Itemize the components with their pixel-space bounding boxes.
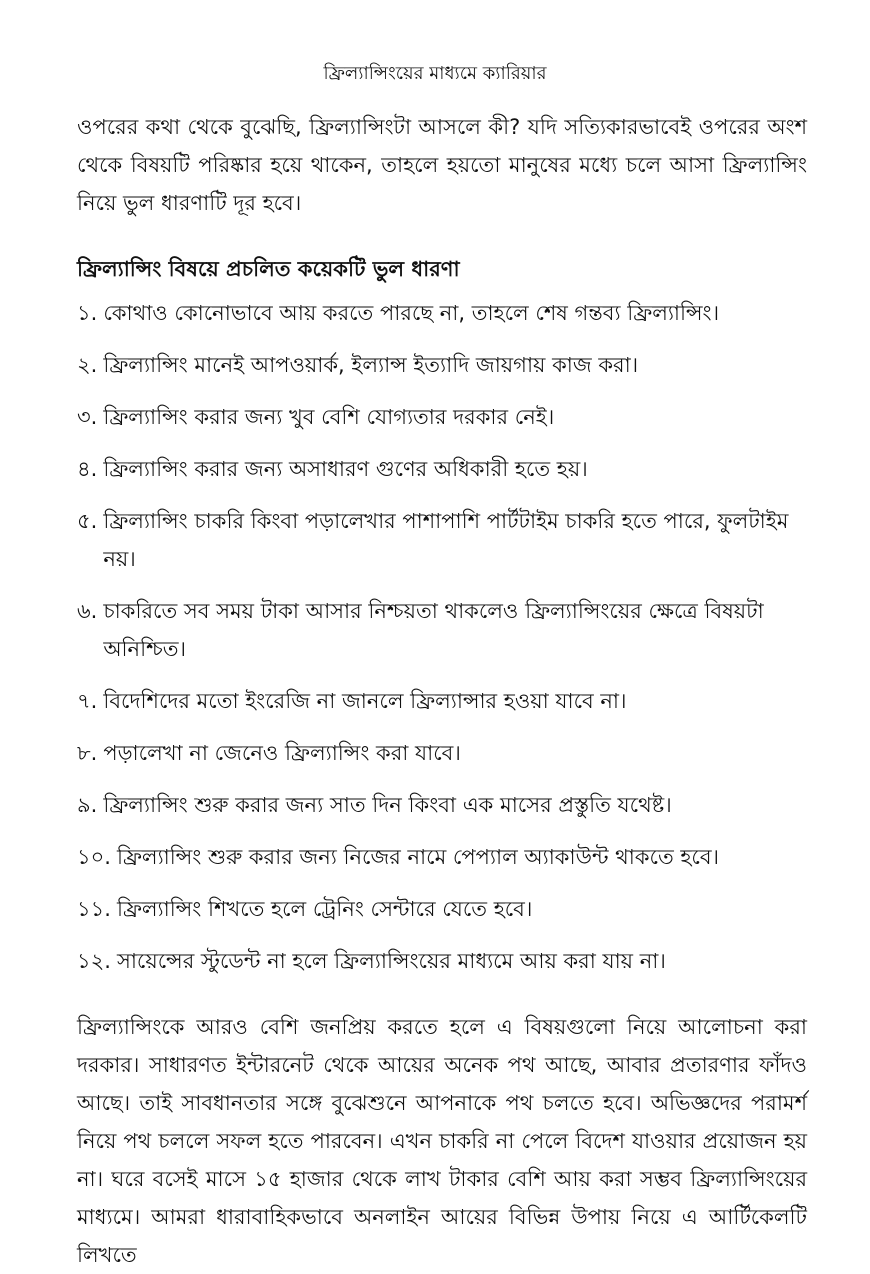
- list-item-number: ২.: [77, 353, 98, 377]
- list-item-text: ফ্রিল্যান্সিং করার জন্য খুব বেশি যোগ্যতার দরকার নেই।: [103, 405, 555, 429]
- list-item: [77, 294, 812, 332]
- list-item: [77, 734, 812, 772]
- list-item: [77, 398, 812, 436]
- misconception-list: [77, 294, 812, 994]
- list-item-text: সায়েন্সের স্টুডেন্ট না হলে ফ্রিল্যান্সিংয়ের মাধ্যমে আয় করা যায় না।: [116, 949, 666, 973]
- list-item: [77, 786, 812, 824]
- list-item-text: চাকরিতে সব সময় টাকা আসার নিশ্চয়তা থাকলেও ফ্রিল্যান্সিংয়ের ক্ষেত্রে বিষয়টা অনিশ্চিত।: [103, 599, 764, 661]
- section-heading: ফ্রিল্যান্সিং বিষয়ে প্রচলিত কয়েকটি ভুল ধারণা: [77, 257, 460, 281]
- list-item-number: ৫.: [77, 509, 98, 533]
- list-item-number: ১২.: [77, 949, 111, 973]
- list-item-text: কোথাও কোনোভাবে আয় করতে পারছে না, তাহলে শেষ গন্তব্য ফ্রিল্যান্সিং।: [103, 301, 720, 325]
- list-item: [77, 942, 812, 980]
- list-item-text: ফ্রিল্যান্সিং শুরু করার জন্য সাত দিন কিংবা এক মাসের প্রস্তুতি যথেষ্ট।: [103, 793, 672, 817]
- list-item-text: ফ্রিল্যান্সিং শুরু করার জন্য নিজের নামে পেপ্যাল অ্যাকাউন্ট থাকতে হবে।: [116, 845, 720, 869]
- list-item-text: বিদেশিদের মতো ইংরেজি না জানলে ফ্রিল্যান্সার হওয়া যাবে না।: [103, 689, 627, 713]
- list-item: [77, 346, 812, 384]
- intro-paragraph: ওপরের কথা থেকে বুঝেছি, ফ্রিল্যান্সিংটা আসলে কী? যদি সত্যিকারভাবেই ওপরের অংশ থেকে বিষয়টি পরিষ্কার হয়ে থাকেন, তাহলে হয়তো মানুষের মধ্যে চলে আসা ফ্রিল্যান্সিং নিয়ে ভুল ধারণাটি দূর হবে।: [77, 115, 807, 215]
- list-item: [77, 890, 812, 928]
- list-item-text: ফ্রিল্যান্সিং মানেই আপওয়ার্ক, ইল্যান্স ইত্যাদি জায়গায় কাজ করা।: [103, 353, 639, 377]
- list-item-number: ৪.: [77, 457, 98, 481]
- list-item-number: ৬.: [77, 599, 98, 623]
- list-item-number: ১.: [77, 301, 98, 325]
- list-item-number: ১১.: [77, 897, 111, 921]
- list-item-text: ফ্রিল্যান্সিং করার জন্য অসাধারণ গুণের অধিকারী হতে হয়।: [103, 457, 588, 481]
- list-item-text: ফ্রিল্যান্সিং শিখতে হলে ট্রেনিং সেন্টারে যেতে হবে।: [116, 897, 533, 921]
- list-item: [77, 502, 812, 578]
- list-item-number: ৩.: [77, 405, 98, 429]
- list-item: [77, 592, 812, 668]
- list-item-number: ৮.: [77, 741, 98, 765]
- running-head: ফ্রিল্যান্সিংয়ের মাধ্যমে ক্যারিয়ার: [323, 63, 547, 84]
- list-item-number: ১০.: [77, 845, 111, 869]
- list-item: [77, 450, 812, 488]
- list-item-text: ফ্রিল্যান্সিং চাকরি কিংবা পড়ালেখার পাশাপাশি পার্টটাইম চাকরি হতে পারে, ফুলটাইম নয়।: [103, 509, 789, 571]
- list-item-text: পড়ালেখা না জেনেও ফ্রিল্যান্সিং করা যাবে।: [103, 741, 461, 765]
- list-item-number: ৯.: [77, 793, 98, 817]
- list-item: [77, 682, 812, 720]
- list-item: [77, 838, 812, 876]
- closing-paragraph: ফ্রিল্যান্সিংকে আরও বেশি জনপ্রিয় করতে হলে এ বিষয়গুলো নিয়ে আলোচনা করা দরকার। সাধারণত ইন্টারনেট থেকে আয়ের অনেক পথ আছে, আবার প্রতারণার ফাঁদও আছে। তাই সাবধানতার সঙ্গে বুঝেশুনে আপনাকে পথ চলতে হবে। অভিজ্ঞদের পরামর্শ নিয়ে পথ চললে সফল হতে পারবেন। এখন চাকরি না পেলে বিদেশ যাওয়ার প্রয়োজন হয় না। ঘরে বসেই মাসে ১৫ হাজার থেকে লাখ টাকার বেশি আয় করা সম্ভব ফ্রিল্যান্সিংয়ের মাধ্যমে। আমরা ধারাবাহিকভাবে অনলাইন আয়ের বিভিন্ন উপায় নিয়ে এ আর্টিকেলটি লিখতে: [77, 1015, 807, 1267]
- list-item-number: ৭.: [77, 689, 98, 713]
